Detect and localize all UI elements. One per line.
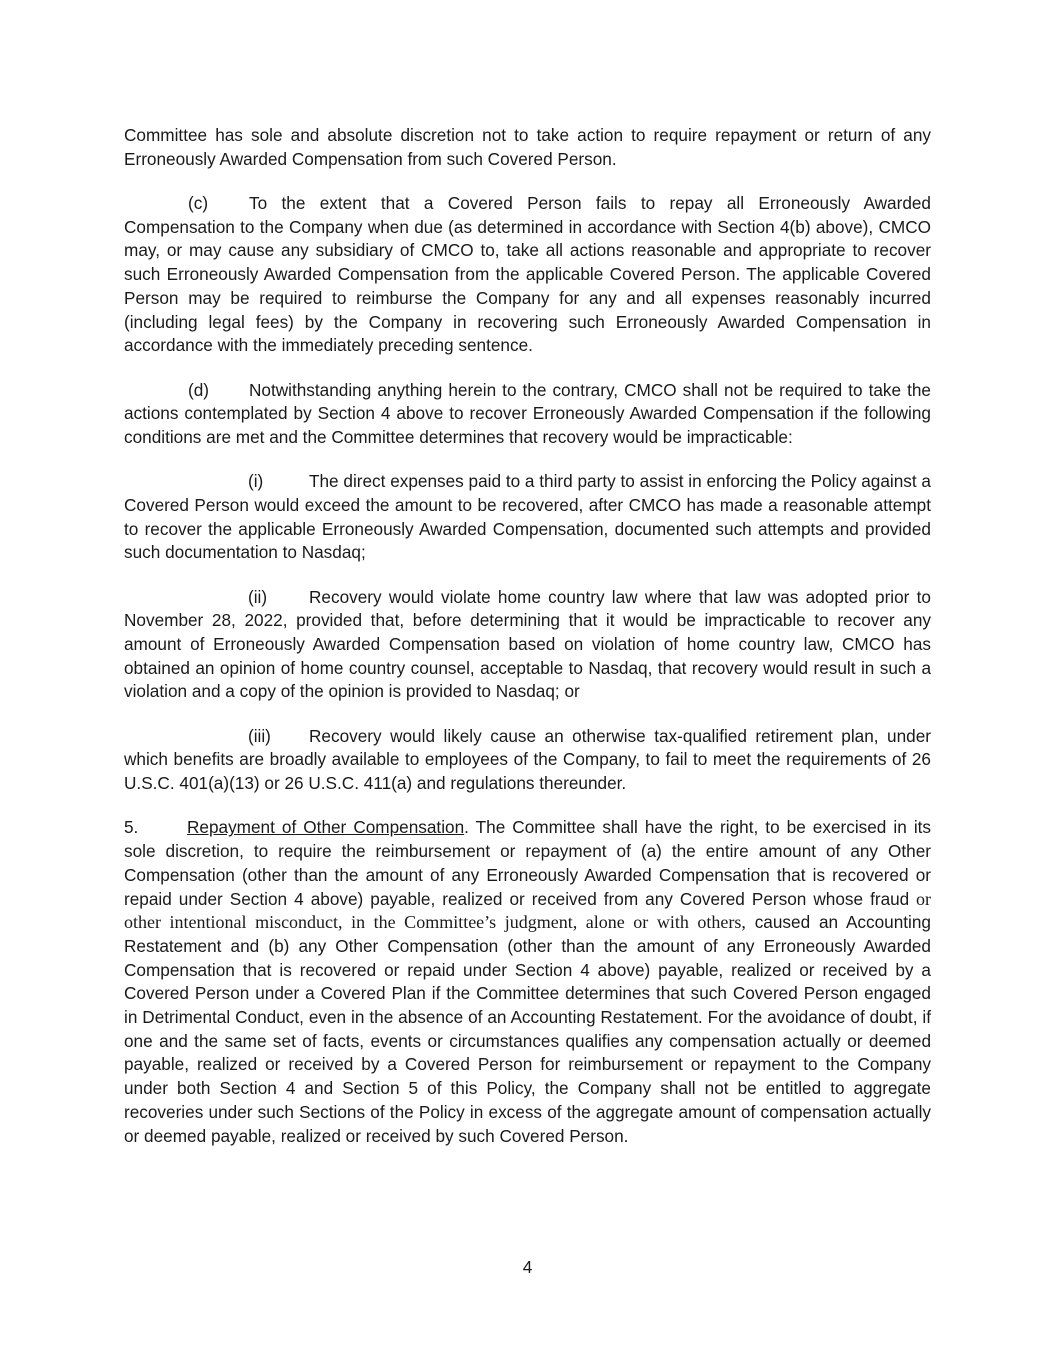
- paragraph-ii-text: Recovery would violate home country law where that law was adopted prior to November 28, 2022, provided that, before determining that it would be impracticable to recover any amount of Erroneously Awarded Compensation based on violation of home country law, CMCO has obtained an opinion of home country counsel, acceptable to Nasdaq, that recovery would result in such a violation and a copy of the opinion is provided to Nasdaq; or: [124, 586, 931, 702]
- section-5-number: 5.: [124, 817, 139, 838]
- paragraph-i-text: The direct expenses paid to a third party to assist in enforcing the Policy against a Covered Person would exceed the amount to be recovered, after CMCO has made a reasonable attempt to recover the applicable Erroneously Awarded Compensation, documented such attempts and provided such documentation to Nasdaq;: [124, 471, 931, 563]
- paragraph-iii-text: Recovery would likely cause an otherwise tax-qualified retirement plan, under which benefits are broadly available to employees of the Company, to fail to meet the requirements of 26 U.S.C. 401(a)(13) or 26 U.S.C. 411(a) and regulations thereunder.: [124, 725, 931, 794]
- page-number: 4: [522, 1257, 533, 1277]
- paragraph-d-label: (d): [188, 379, 210, 400]
- section-5: [124, 816, 931, 1148]
- document-page: [124, 124, 931, 1148]
- paragraph-iii-label: (iii): [248, 725, 271, 746]
- paragraph-c-label: (c): [188, 193, 209, 213]
- paragraph-ii: [124, 586, 931, 705]
- paragraph-intro: [124, 124, 931, 171]
- section-5-text-a: . The Committee shall have the right, to be exercised in its sole discretion, to require the reimbursement or repayment of (a) the entire amount of any Other Compensation (other than the amount of any Erroneously Awarded Compensation that is recovered or repaid under Section 4 above) payable, realized or received from any Covered Person whose fraud: [124, 817, 932, 909]
- section-5-heading: Repayment of Other Compensation: [187, 817, 465, 838]
- paragraph-intro-text: Committee has sole and absolute discretion not to take action to require repayment or return of any Erroneously Awarded Compensation from such Covered Person.: [124, 125, 931, 169]
- paragraph-c: [124, 192, 931, 358]
- paragraph-iii: [124, 725, 931, 796]
- paragraph-d: [124, 379, 931, 450]
- paragraph-ii-label: (ii): [248, 586, 268, 607]
- section-5-text-b: caused an Accounting Restatement and (b) any Other Compensation (other than the amount of any Erroneously Awarded Compensation that is recovered or repaid under Section 4 above) payable, realized or received by a Covered Person under a Covered Plan if the Committee determines that such Covered Person engaged in Detrimental Conduct, even in the absence of an Accounting Restatement. For the avoidance of doubt, if one and the same set of facts, events or circumstances qualifies any compensation actually or deemed payable, realized or received by a Covered Person for reimbursement or repayment to the Company under both Section 4 and Section 5 of this Policy, the Company shall not be entitled to aggregate recoveries under such Sections of the Policy in excess of the aggregate amount of compensation actually or deemed payable, realized or received by such Covered Person.: [124, 912, 931, 1146]
- paragraph-i-label: (i): [248, 471, 264, 492]
- paragraph-c-text: To the extent that a Covered Person fails to repay all Erroneously Awarded Compensation to the Company when due (as determined in accordance with Section 4(b) above), CMCO may, or may cause any subsidiary of CMCO to, take all actions reasonable and appropriate to recover such Erroneously Awarded Compensation from the applicable Covered Person. The applicable Covered Person may be required to reimburse the Company for any and all expenses reasonably incurred (including legal fees) by the Company in recovering such Erroneously Awarded Compensation in accordance with the immediately preceding sentence.: [124, 193, 931, 356]
- section-5-text-serif: or other intentional misconduct, in the Committee’s judgment, alone or with others,: [124, 888, 931, 933]
- paragraph-d-text: Notwithstanding anything herein to the contrary, CMCO shall not be required to take the actions contemplated by Section 4 above to recover Erroneously Awarded Compensation if the following conditions are met and the Committee determines that recovery would be impracticable:: [124, 379, 931, 447]
- paragraph-i: [124, 470, 931, 565]
